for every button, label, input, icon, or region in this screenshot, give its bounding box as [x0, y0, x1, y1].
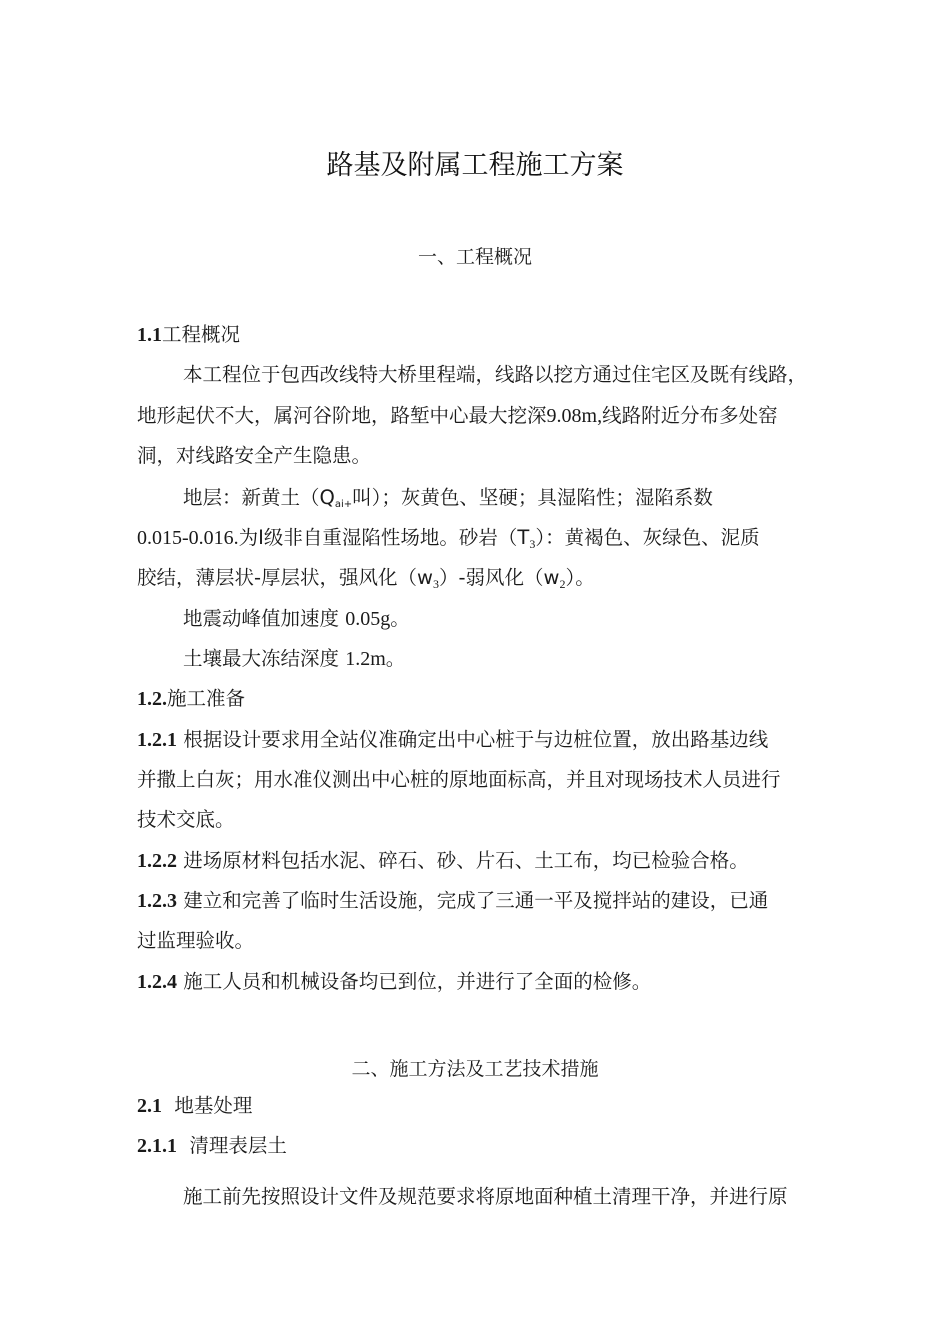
paragraph-line	[137, 566, 595, 591]
section-title: 清理表层土	[189, 1134, 287, 1157]
paragraph-line	[183, 607, 410, 631]
paragraph-line	[183, 647, 405, 671]
text-run: ）：黄褐色、灰绿色、泥质	[535, 526, 760, 549]
section-title: 地基处理	[174, 1094, 253, 1117]
paragraph-line	[183, 486, 713, 511]
subsection-2-1-1	[137, 1134, 287, 1158]
value-run: 0.05g	[345, 608, 391, 630]
text-run: 为Ⅰ级非自重湿陷性场地。砂岩（T	[238, 526, 530, 549]
text-run: 胶结，薄层状-厚层状，强风化（w	[137, 566, 433, 589]
text-run: 地震动峰值加速度	[183, 607, 340, 630]
paragraph-line: 施工前先按照设计文件及规范要求将原地面种植土清理干净，并进行原	[183, 1185, 788, 1208]
section-number: 1.2.	[137, 688, 167, 710]
subscript: 3	[529, 537, 536, 551]
document-title: 路基及附属工程施工方案	[326, 150, 624, 181]
text-run: ）-弱风化（w	[439, 566, 560, 589]
item-1-2-2	[137, 849, 749, 873]
paragraph-line	[137, 404, 778, 428]
paragraph-line: 并撒上白灰；用水准仪测出中心桩的原地面标高，并且对现场技术人员进行	[137, 768, 781, 791]
text-run: 根据设计要求用全站仪准确定出中心桩于与边桩位置，放出路基边线	[183, 728, 769, 751]
paragraph-line: 洞，对线路安全产生隐患。	[137, 444, 372, 467]
section-heading-1: 一、工程概况	[417, 246, 532, 268]
text-run: 建立和完善了临时生活设施，完成了三通一平及搅拌站的建设，已通	[183, 889, 769, 912]
subscript: 2	[559, 577, 566, 591]
item-number: 1.2.4	[137, 971, 177, 993]
value-run: 9.08m,	[546, 405, 603, 427]
subsection-1-1	[137, 323, 240, 347]
text-run: 进场原材料包括水泥、碎石、砂、片石、土工布，均已检验合格。	[183, 849, 749, 872]
text-run: 。	[385, 647, 406, 670]
text-run: 地层：新黄土（Q	[183, 486, 335, 509]
section-number: 2.1.1	[137, 1135, 177, 1157]
paragraph-line: 技术交底。	[137, 808, 235, 831]
section-title: 工程概况	[162, 323, 241, 346]
text-run: 施工人员和机械设备均已到位，并进行了全面的检修。	[183, 970, 652, 993]
item-1-2-4	[137, 970, 651, 994]
subscript: 3	[433, 577, 439, 591]
value-run: 1.2m	[345, 648, 386, 670]
text-run: 。	[390, 607, 410, 630]
item-1-2-1	[137, 728, 768, 752]
text-run: 土壤最大冻结深度	[183, 647, 340, 670]
section-number: 2.1	[137, 1095, 162, 1117]
text-run: 地形起伏不大，属河谷阶地，路堑中心最大挖深	[137, 404, 547, 427]
item-number: 1.2.3	[137, 890, 177, 912]
text-run: 线路附近分布多处窑	[602, 404, 778, 427]
section-heading-2: 二、施工方法及工艺技术措施	[351, 1058, 599, 1080]
paragraph-line: 过监理验收。	[137, 929, 255, 952]
subsection-2-1	[137, 1094, 252, 1118]
text-run: ）。	[565, 566, 595, 589]
text-run: 叫）；灰黄色、坚硬；具湿陷性；湿陷系数	[352, 486, 713, 509]
item-number: 1.2.2	[137, 850, 177, 872]
subscript: ai+	[334, 499, 353, 510]
item-number: 1.2.1	[137, 729, 177, 751]
subsection-1-2	[137, 687, 245, 711]
paragraph-line: 本工程位于包西改线特大桥里程端，线路以挖方通过住宅区及既有线路，	[183, 363, 808, 386]
section-number: 1.1	[137, 324, 162, 346]
value-run: 0.015-0.016.	[137, 527, 239, 549]
section-title: 施工准备	[167, 687, 246, 710]
item-1-2-3	[137, 889, 768, 913]
paragraph-line	[137, 526, 760, 551]
